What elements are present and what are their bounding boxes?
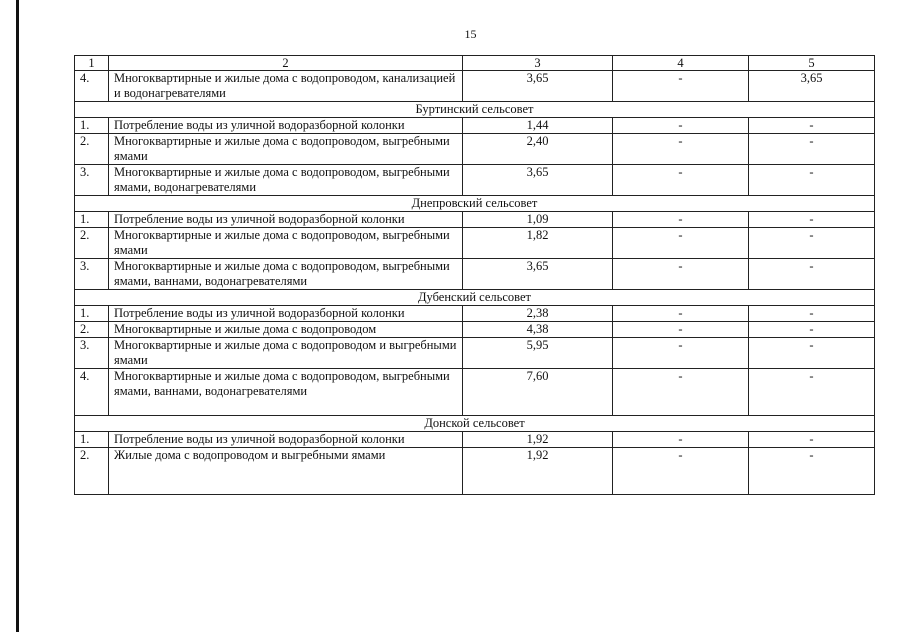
section-header-row: [75, 196, 875, 212]
row-number: 3.: [75, 338, 109, 369]
column-header: 4: [613, 56, 749, 71]
value-col3: 1,92: [463, 432, 613, 448]
table-row: [75, 134, 875, 165]
value-col4: -: [613, 134, 749, 165]
value-col5: -: [749, 448, 875, 495]
value-col5: -: [749, 118, 875, 134]
value-col4: -: [613, 322, 749, 338]
row-number: 3.: [75, 165, 109, 196]
row-number: 3.: [75, 259, 109, 290]
page-number: 15: [464, 27, 477, 41]
tariff-table: [74, 55, 875, 495]
value-col3: 1,92: [463, 448, 613, 495]
row-number: 2.: [75, 134, 109, 165]
table-row: [75, 118, 875, 134]
row-description: Многоквартирные и жилые дома с водопроводом, выгребными ямами, ваннами, водонагревателями: [109, 369, 463, 416]
row-number: 4.: [75, 369, 109, 416]
value-col4: -: [613, 212, 749, 228]
value-col5: -: [749, 134, 875, 165]
value-col3: 4,38: [463, 322, 613, 338]
value-col4: -: [613, 448, 749, 495]
row-description: Многоквартирные и жилые дома с водопроводом, выгребными ямами: [109, 228, 463, 259]
column-header: 5: [749, 56, 875, 71]
value-col4: -: [613, 259, 749, 290]
row-description: Многоквартирные и жилые дома с водопроводом, выгребными ямами, водонагревателями: [109, 165, 463, 196]
row-description: Потребление воды из уличной водоразборной колонки: [109, 212, 463, 228]
binding-line: [16, 0, 19, 632]
table-row: [75, 338, 875, 369]
value-col5: -: [749, 338, 875, 369]
value-col5: 3,65: [749, 71, 875, 102]
row-number: 1.: [75, 118, 109, 134]
value-col3: 1,44: [463, 118, 613, 134]
value-col4: -: [613, 165, 749, 196]
table-row: [75, 369, 875, 416]
table-body: [75, 56, 875, 495]
table-row: [75, 322, 875, 338]
value-col5: -: [749, 322, 875, 338]
value-col4: -: [613, 338, 749, 369]
value-col3: 1,09: [463, 212, 613, 228]
row-description: Многоквартирные и жилые дома с водопроводом и выгребными ямами: [109, 338, 463, 369]
value-col3: 3,65: [463, 71, 613, 102]
value-col5: -: [749, 369, 875, 416]
section-header-row: [75, 102, 875, 118]
table-row: [75, 228, 875, 259]
table-row: [75, 448, 875, 495]
row-number: 2.: [75, 448, 109, 495]
value-col3: 7,60: [463, 369, 613, 416]
row-description: Потребление воды из уличной водоразборной колонки: [109, 118, 463, 134]
value-col4: -: [613, 432, 749, 448]
row-number: 1.: [75, 432, 109, 448]
value-col3: 1,82: [463, 228, 613, 259]
row-number: 4.: [75, 71, 109, 102]
row-description: Многоквартирные и жилые дома с водопроводом: [109, 322, 463, 338]
value-col3: 2,38: [463, 306, 613, 322]
section-title: Дубенский сельсовет: [75, 290, 875, 306]
row-description: Жилые дома с водопроводом и выгребными ямами: [109, 448, 463, 495]
table-row: [75, 165, 875, 196]
row-description: Многоквартирные и жилые дома с водопроводом, выгребными ямами, ваннами, водонагревателями: [109, 259, 463, 290]
row-number: 2.: [75, 322, 109, 338]
value-col5: -: [749, 306, 875, 322]
row-number: 1.: [75, 306, 109, 322]
row-description: Потребление воды из уличной водоразборной колонки: [109, 306, 463, 322]
column-header-row: [75, 56, 875, 71]
section-title: Донской сельсовет: [75, 416, 875, 432]
row-number: 1.: [75, 212, 109, 228]
section-header-row: [75, 290, 875, 306]
value-col4: -: [613, 306, 749, 322]
row-description: Потребление воды из уличной водоразборной колонки: [109, 432, 463, 448]
value-col5: -: [749, 228, 875, 259]
section-header-row: [75, 416, 875, 432]
table-row: [75, 71, 875, 102]
column-header: 3: [463, 56, 613, 71]
value-col3: 3,65: [463, 165, 613, 196]
value-col3: 5,95: [463, 338, 613, 369]
value-col4: -: [613, 228, 749, 259]
value-col5: -: [749, 259, 875, 290]
value-col5: -: [749, 165, 875, 196]
value-col4: -: [613, 118, 749, 134]
column-header: 2: [109, 56, 463, 71]
table-row: [75, 259, 875, 290]
row-description: Многоквартирные и жилые дома с водопроводом, канализацией и водонагревателями: [109, 71, 463, 102]
value-col4: -: [613, 71, 749, 102]
section-title: Буртинский сельсовет: [75, 102, 875, 118]
table-row: [75, 432, 875, 448]
section-title: Днепровский сельсовет: [75, 196, 875, 212]
row-number: 2.: [75, 228, 109, 259]
row-description: Многоквартирные и жилые дома с водопроводом, выгребными ямами: [109, 134, 463, 165]
value-col5: -: [749, 432, 875, 448]
value-col4: -: [613, 369, 749, 416]
table-row: [75, 306, 875, 322]
value-col5: -: [749, 212, 875, 228]
value-col3: 3,65: [463, 259, 613, 290]
column-header: 1: [75, 56, 109, 71]
value-col3: 2,40: [463, 134, 613, 165]
table-row: [75, 212, 875, 228]
